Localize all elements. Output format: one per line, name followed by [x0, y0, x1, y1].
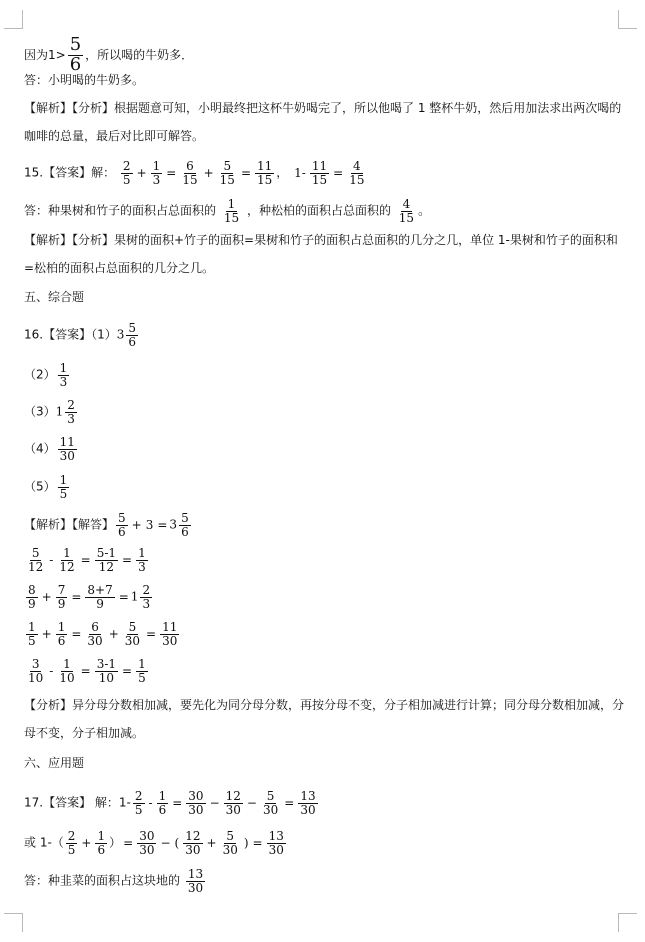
q17-conclusion: 答：种韭菜的面积占这块地的 $\frac{13}{30}$ — [24, 867, 204, 895]
conclusion-line: 因为1> $\frac{5}{6}$ ，所以喝的牛奶多． — [24, 34, 194, 75]
q16-answer-2: （2） $\frac{1}{3}$ — [24, 361, 68, 389]
q17-answer: 17.【答案】 解：1- $\frac{2}{5}$ - $\frac{1}{6}$ = $\frac{30}{30}$ − $\frac{12}{30}$ − $\frac{5}{30}$ = $\frac{13}{30}$ — [24, 789, 316, 817]
q16-solution-1: 【解析】【解答】 $\frac{5}{6}$ + 3 = 3 $\frac{5}{6}$ — [24, 511, 189, 539]
analysis-paragraph: 【解析】【分析】根据题意可知，小明最终把这杯牛奶喝完了，所以他喝了 1 整杯牛奶，然后用加法求出两次喝的咖啡的总量，最后对比即可解答。 — [24, 101, 622, 143]
crop-mark-bottom-right — [618, 913, 637, 932]
q15-conclusion: 答：种果树和竹子的面积占总面积的 $\frac{1}{15}$ ，种松柏的面积占总面积的 $\frac{4}{15}$ 。 — [24, 197, 431, 225]
answer-line: 答：小明喝的牛奶多。 — [24, 73, 145, 87]
q16-analysis: 【分析】异分母分数相加减，要先化为同分母分数，再按分母不变，分子相加减进行计算；同分母分数相加减，分母不变，分子相加减。 — [24, 698, 625, 740]
q16-solution-5: $\frac{3}{10}$ - $\frac{1}{10}$ = $\frac{3-1}{10}$ = $\frac{1}{5}$ — [28, 657, 146, 685]
section-heading-5: 五、综合题 — [24, 290, 85, 304]
q16-answer-5: （5） $\frac{1}{5}$ — [24, 473, 68, 501]
q15-analysis: 【解析】【分析】果树的面积+竹子的面积=果树和竹子的面积占总面积的几分之几，单位 1-果树和竹子的面积和=松柏的面积占总面积的几分之几。 — [24, 233, 618, 275]
q16-answer-3: （3）1 $\frac{2}{3}$ — [24, 398, 75, 426]
crop-mark-bottom-left — [4, 913, 23, 932]
q16-solution-3: $\frac{8}{9}$ + $\frac{7}{9}$ = $\frac{8+7}{9}$ = 1 $\frac{2}{3}$ — [28, 583, 151, 611]
q17-alternative: 或 1-（ $\frac{2}{5}$ + $\frac{1}{6}$ ） = $\frac{30}{30}$ − ( $\frac{12}{30}$ + $\frac{5}{30}$ ) = $\frac{13}{30}$ — [24, 829, 284, 857]
q15-answer: 15.【答案】解： $\frac{2}{5}$ + $\frac{1}{3}$ = $\frac{6}{15}$ + $\frac{5}{15}$ = $\frac{11}{15}$ ， 1- $\frac{11}{15}$ = $\frac{4}{15}$ — [24, 159, 365, 187]
q16-answer-4: （4） $\frac{11}{30}$ — [24, 435, 75, 463]
q16-answer-1: 16.【答案】（1）3 $\frac{5}{6}$ — [24, 321, 137, 349]
q16-solution-4: $\frac{1}{5}$ + $\frac{1}{6}$ = $\frac{6}{30}$ + $\frac{5}{30}$ = $\frac{11}{30}$ — [28, 620, 178, 648]
crop-mark-top-left — [4, 10, 23, 29]
section-heading-6: 六、应用题 — [24, 756, 85, 770]
fraction: $\frac{5}{6}$ — [69, 34, 82, 75]
crop-mark-top-right — [618, 10, 637, 29]
q16-solution-2: $\frac{5}{12}$ - $\frac{1}{12}$ = $\frac{5-1}{12}$ = $\frac{1}{3}$ — [28, 546, 146, 574]
